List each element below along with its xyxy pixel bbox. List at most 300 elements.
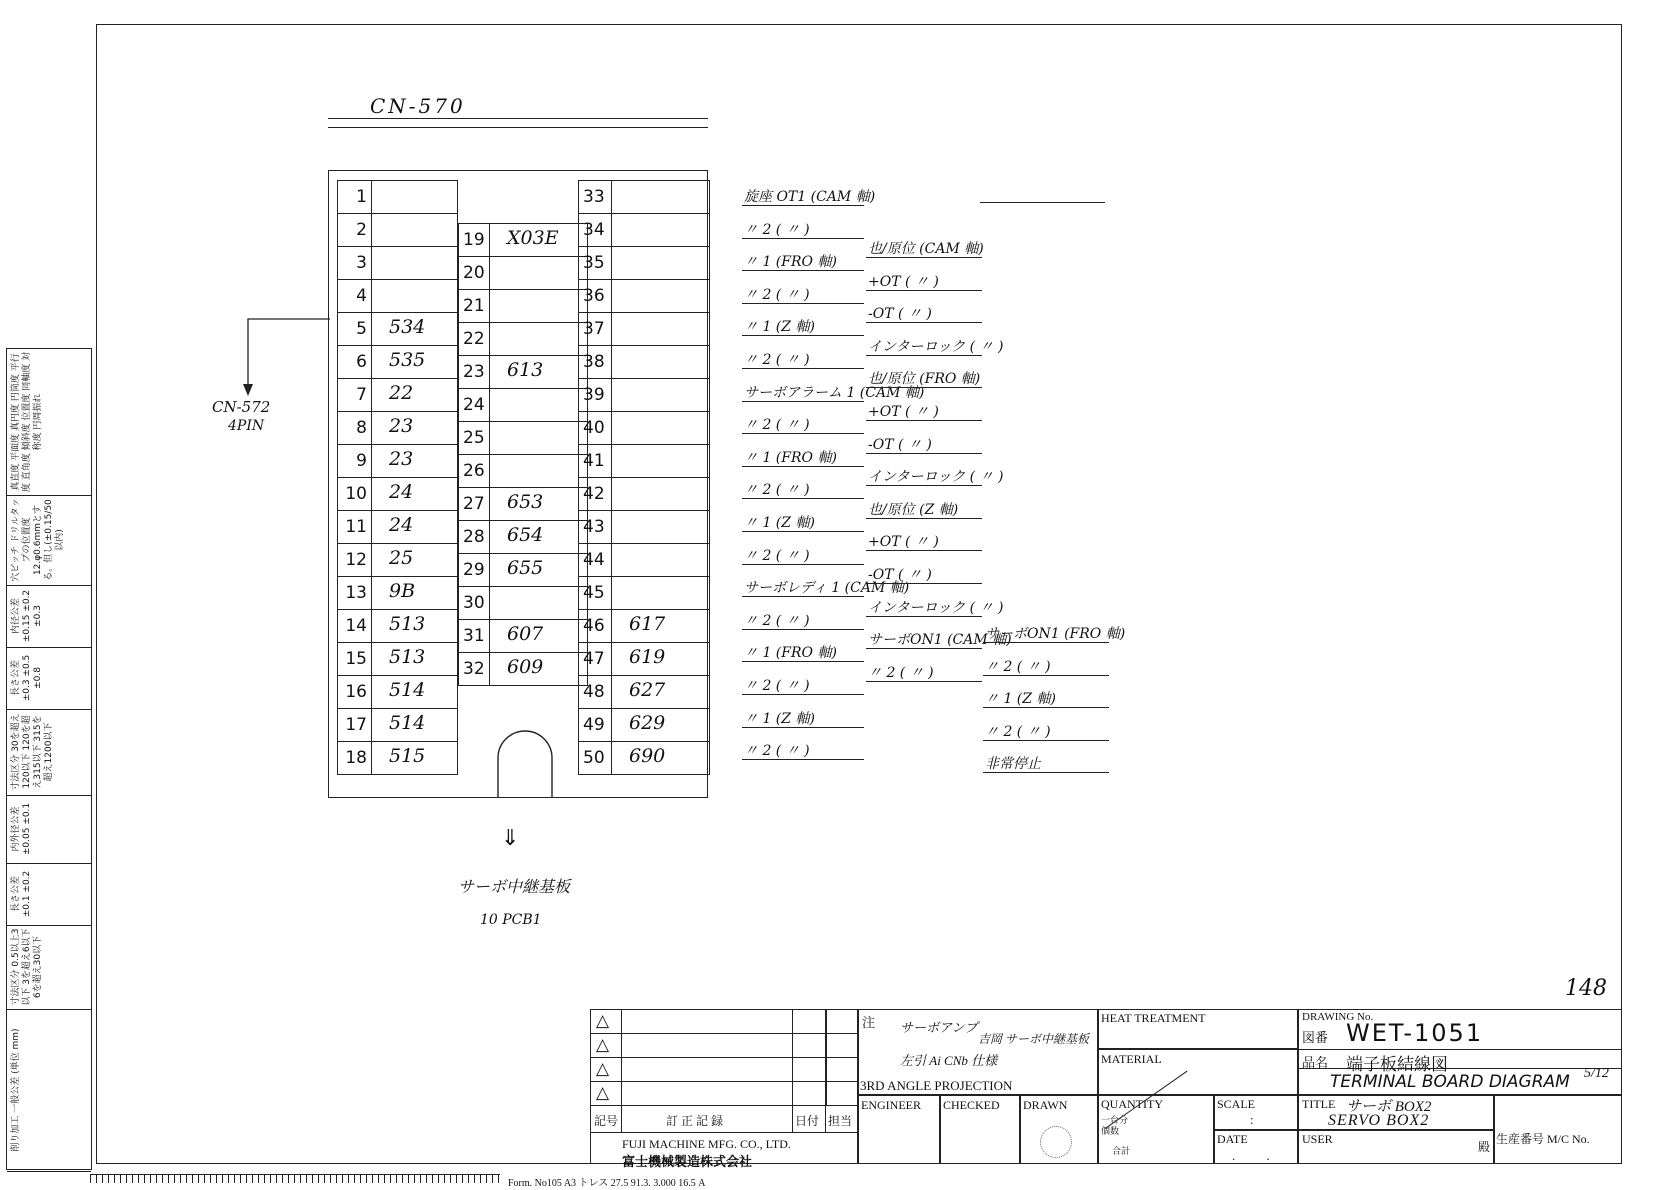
- pin-divider: [611, 214, 612, 246]
- pin-wire-number: X03E: [507, 226, 559, 249]
- connector-pin: [458, 355, 588, 389]
- rev-person-label: 担当: [828, 1114, 853, 1128]
- pin-number: 43: [583, 517, 605, 537]
- pin-number: 25: [463, 427, 485, 448]
- connector-pin: [458, 553, 588, 587]
- pin-number: 39: [583, 385, 605, 405]
- mc-number-label: 生産番号 M/C No.: [1496, 1132, 1590, 1146]
- pin-divider: [611, 181, 612, 213]
- connector-pin: [458, 256, 588, 290]
- connector-pin: [458, 652, 588, 686]
- connector-pin: [337, 180, 458, 214]
- connector-pin: [458, 487, 588, 521]
- signal-label: 〃 2 ( 〃 ): [985, 723, 1051, 740]
- pin-number: 17: [345, 715, 367, 735]
- signal-label: 〃 2 ( 〃 ): [744, 612, 810, 629]
- projection-label: 3RD ANGLE PROJECTION: [860, 1078, 1013, 1093]
- pin-number: 36: [583, 286, 605, 306]
- connector-pin: [578, 246, 710, 280]
- connector-pin: [578, 708, 710, 742]
- sheet-number: 5/12: [1584, 1066, 1609, 1081]
- pin-number: 41: [583, 451, 605, 471]
- pin-wire-number: 607: [507, 622, 544, 645]
- user-suffix: 殿: [1478, 1140, 1491, 1154]
- signal-label: 〃 1 (Z 軸): [744, 710, 815, 727]
- tolerance-text: 寸法区分 30を超え120以下 120を超え315以下 315を超え1200以下: [11, 713, 54, 791]
- pin-divider: [611, 577, 612, 609]
- tolerance-row: [7, 647, 91, 710]
- signal-label: 〃 1 (Z 軸): [744, 515, 815, 531]
- drawn-label: DRAWN: [1023, 1098, 1068, 1112]
- note-label: 注: [862, 1015, 876, 1030]
- connector-pin: [578, 345, 710, 379]
- pin-number: 22: [463, 328, 485, 349]
- revision-person-cell: [826, 1033, 858, 1058]
- signal-line: [866, 290, 982, 291]
- pin-number: 37: [583, 319, 605, 339]
- connector-pin: [337, 708, 458, 742]
- signal-label: 〃 2 ( 〃 ): [744, 221, 810, 238]
- pin-divider: [371, 610, 372, 642]
- connector-pin: [578, 642, 710, 676]
- signal-label: +OT ( 〃 ): [868, 534, 939, 551]
- pin-divider: [489, 389, 490, 421]
- signal-label: 也/原位 (CAM 軸): [868, 241, 984, 257]
- tolerance-strip: [6, 348, 92, 1170]
- signal-label: 〃 2 ( 〃 ): [744, 352, 810, 368]
- revision-triangle-icon: △: [596, 1083, 610, 1102]
- pin-number: 23: [463, 361, 485, 382]
- pin-wire-number: 690: [629, 745, 666, 767]
- material-label: MATERIAL: [1101, 1052, 1162, 1066]
- revision-date-cell: [792, 1033, 826, 1058]
- connector-pin: [578, 477, 710, 511]
- signal-label: サーボON1 (FRO 軸): [985, 626, 1126, 642]
- connector-pin: [458, 421, 588, 455]
- pin-divider: [611, 379, 612, 411]
- pin-number: 50: [583, 748, 605, 768]
- tolerance-row: [7, 863, 91, 926]
- pin-wire-number: 655: [507, 556, 544, 579]
- signal-label: -OT ( 〃 ): [868, 306, 932, 323]
- drawn-stamp: [1040, 1126, 1072, 1158]
- connector-pin: [458, 586, 588, 620]
- blank-line: [980, 202, 1105, 203]
- tolerance-row: [7, 585, 91, 648]
- pin-number: 2: [356, 220, 367, 240]
- pin-divider: [611, 478, 612, 510]
- pin-divider: [489, 521, 490, 553]
- title-label: TITLE: [1302, 1097, 1336, 1111]
- tolerance-row: [7, 795, 91, 864]
- pin-divider: [611, 445, 612, 477]
- rev-date-label: 日付: [795, 1114, 820, 1128]
- signal-label: インターロック ( 〃 ): [868, 469, 1004, 486]
- tolerance-text: 長さ公差 ±0.3 ±0.5 ±0.8: [11, 654, 43, 702]
- connector-pin: [337, 510, 458, 544]
- tolerance-row: [7, 709, 91, 796]
- signal-line: [742, 759, 864, 760]
- pin-wire-number: 627: [629, 679, 666, 701]
- title-underline-1: [328, 118, 708, 119]
- signal-label: 旋座 OT1 (CAM 軸): [744, 189, 876, 205]
- pin-divider: [371, 643, 372, 675]
- signal-line: [866, 387, 982, 388]
- pin-divider: [489, 224, 490, 256]
- signal-label: 〃 2 ( 〃 ): [744, 286, 810, 303]
- pin-number: 5: [356, 319, 367, 339]
- pin-wire-number: 653: [507, 490, 544, 513]
- signal-label: 也/原位 (FRO 軸): [868, 371, 981, 388]
- signal-label: 非常停止: [985, 756, 1041, 773]
- pin-divider: [371, 511, 372, 543]
- pin-divider: [489, 257, 490, 289]
- signal-line: [866, 518, 982, 519]
- pin-number: 20: [463, 262, 485, 283]
- pin-number: 3: [356, 253, 367, 273]
- title-underline-2: [328, 127, 708, 128]
- pin-wire-number: 535: [389, 349, 426, 371]
- pin-number: 13: [345, 583, 367, 603]
- signal-line: [866, 681, 982, 682]
- signal-line: [866, 550, 982, 551]
- signal-label: サーボアラーム 1 (CAM 軸): [744, 384, 925, 401]
- pin-divider: [611, 412, 612, 444]
- signal-line: [866, 485, 982, 486]
- connector-pin: [578, 411, 710, 445]
- pin-divider: [371, 412, 372, 444]
- pin-divider: [489, 356, 490, 388]
- signal-label: -OT ( 〃 ): [868, 567, 932, 583]
- connector-pin: [578, 378, 710, 412]
- cn572-label: CN-572: [212, 398, 271, 416]
- drawing-number: WET-1051: [1346, 1019, 1484, 1047]
- pin-divider: [371, 445, 372, 477]
- connector-pin: [337, 345, 458, 379]
- signal-label: サーボON1 (CAM 軸): [868, 632, 1012, 649]
- pin-wire-number: 534: [389, 316, 426, 338]
- tolerance-text: 長さ公差 ±0.1 ±0.2: [11, 870, 32, 918]
- signal-line: [866, 616, 982, 617]
- connector-pin: [337, 642, 458, 676]
- pin-number: 6: [356, 352, 367, 372]
- signal-line: [742, 564, 864, 565]
- pin-divider: [371, 676, 372, 708]
- signal-label: 〃 1 (Z 軸): [744, 319, 815, 336]
- connector-pin: [578, 180, 710, 214]
- pin-wire-number: 613: [507, 358, 544, 381]
- connector-pin: [578, 213, 710, 247]
- pin-number: 28: [463, 526, 485, 547]
- title-line-1: サーボ BOX2: [1346, 1099, 1432, 1115]
- pin-divider: [611, 676, 612, 708]
- part-name-jp: 端子板結線図: [1346, 1055, 1448, 1074]
- connector-pin: [578, 312, 710, 346]
- pin-number: 49: [583, 715, 605, 735]
- part-name-label: 品名: [1302, 1055, 1329, 1070]
- company-name-jp: 富士機械製造株式会社: [622, 1154, 753, 1169]
- pin-divider: [371, 742, 372, 774]
- signal-label: 〃 1 (FRO 軸): [744, 449, 837, 466]
- bottom-ruler: [90, 1174, 500, 1183]
- pin-divider: [371, 544, 372, 576]
- signal-line: [983, 740, 1109, 741]
- rev-record-label: 訂 正 記 録: [666, 1114, 724, 1128]
- signal-label: +OT ( 〃 ): [868, 273, 939, 290]
- pin-number: 15: [345, 649, 367, 669]
- revision-triangle-icon: △: [596, 1059, 610, 1078]
- connector-pin: [337, 213, 458, 247]
- pin-divider: [611, 742, 612, 774]
- relay-board-label: サーボ中継基板: [458, 877, 571, 896]
- pin-number: 48: [583, 682, 605, 702]
- pin-number: 10: [345, 484, 367, 504]
- signal-label: 〃 2 ( 〃 ): [744, 417, 810, 434]
- connector-label: CN-570: [370, 94, 466, 118]
- quantity-per-unit: 一台分: [1101, 1115, 1129, 1125]
- connector-pin: [578, 543, 710, 577]
- connector-pin: [337, 246, 458, 280]
- signal-line: [866, 583, 982, 584]
- pin-divider: [611, 544, 612, 576]
- connector-pin: [337, 444, 458, 478]
- connector-pin: [337, 675, 458, 709]
- connector-pin: [458, 454, 588, 488]
- quantity-label: QUANTITY: [1101, 1097, 1163, 1111]
- pin-divider: [371, 478, 372, 510]
- signal-line: [983, 707, 1109, 708]
- signal-label: +OT ( 〃 ): [868, 404, 939, 420]
- pin-wire-number: 23: [389, 448, 414, 470]
- note-line-2: 吉岡 サーボ中継基板: [978, 1032, 1090, 1046]
- signal-line: [742, 238, 864, 239]
- revision-person-cell: [826, 1057, 858, 1082]
- pin-wire-number: 629: [629, 712, 666, 734]
- signal-line: [742, 433, 864, 434]
- pin-divider: [371, 247, 372, 279]
- signal-line: [866, 420, 982, 421]
- pin-divider: [611, 709, 612, 741]
- pin-number: 40: [583, 418, 605, 438]
- cn572-pointer: [240, 318, 332, 398]
- pin-number: 26: [463, 460, 485, 481]
- connector-pin: [337, 576, 458, 610]
- signal-line: [742, 661, 864, 662]
- quantity-count: 個数: [1101, 1126, 1120, 1136]
- connector-pin: [578, 576, 710, 610]
- connector-pin: [458, 322, 588, 356]
- connector-key-notch: [490, 726, 560, 800]
- pin-divider: [489, 587, 490, 619]
- signal-line: [866, 322, 982, 323]
- tolerance-row: [7, 925, 91, 1010]
- pin-number: 24: [463, 394, 485, 415]
- signal-label: 〃 1 (FRO 軸): [744, 645, 837, 662]
- signal-label: 〃 2 ( 〃 ): [744, 743, 810, 760]
- pin-number: 19: [463, 229, 485, 250]
- pin-wire-number: 25: [389, 547, 414, 569]
- connector-pin: [337, 312, 458, 346]
- pin-number: 14: [345, 616, 367, 636]
- pin-divider: [371, 709, 372, 741]
- signal-label: 〃 2 ( 〃 ): [744, 678, 810, 694]
- pin-number: 18: [345, 748, 367, 768]
- pin-divider: [371, 379, 372, 411]
- pin-number: 7: [356, 385, 367, 405]
- signal-label: インターロック ( 〃 ): [868, 338, 1004, 355]
- pin-divider: [489, 290, 490, 322]
- pin-number: 31: [463, 625, 485, 646]
- signal-label: 〃 2 ( 〃 ): [868, 664, 934, 681]
- signal-label: 也/原位 (Z 軸): [868, 501, 959, 518]
- pin-divider: [371, 346, 372, 378]
- connector-pin: [578, 675, 710, 709]
- revision-date-cell: [792, 1009, 826, 1034]
- connector-pin: [578, 444, 710, 478]
- signal-line: [742, 270, 864, 271]
- pin-number: 16: [345, 682, 367, 702]
- tolerance-text: 寸法区分 0.5以上3以下 3を超え6以下 6を超え30以下: [11, 928, 43, 1006]
- connector-pin: [578, 279, 710, 313]
- connector-pin: [458, 520, 588, 554]
- pin-divider: [371, 577, 372, 609]
- pin-number: 35: [583, 253, 605, 273]
- tolerance-text: 穴ピッチ ドリルタップの位置度12.φ0.6mmとする。但し(±0.15/50以内): [11, 498, 65, 582]
- scale-value: :: [1250, 1112, 1254, 1127]
- pin-divider: [489, 455, 490, 487]
- revision-date-cell: [792, 1057, 826, 1082]
- signal-label: -OT ( 〃 ): [868, 436, 932, 453]
- drawing-number-jp: 図番: [1302, 1030, 1329, 1045]
- signal-line: [866, 257, 982, 258]
- pin-divider: [611, 247, 612, 279]
- quantity-total: 合計: [1112, 1146, 1131, 1156]
- connector-pin: [458, 223, 588, 257]
- connector-pin: [337, 477, 458, 511]
- connector-pin: [337, 378, 458, 412]
- signal-label: サーボレディ 1 (CAM 軸): [744, 580, 910, 597]
- pin-divider: [489, 554, 490, 586]
- tolerance-text: 真直度 平面度 真円度 円筒度 平行度 直角度 傾斜度 位置度 同軸度 対称度 円周振れ: [11, 351, 43, 493]
- connector-pin: [578, 741, 710, 775]
- signal-line: [742, 466, 864, 467]
- pin-number: 44: [583, 550, 605, 570]
- signal-line: [742, 596, 864, 597]
- tolerance-text: 内径公差 ±0.15 ±0.2 ±0.3: [11, 589, 43, 643]
- pin-divider: [611, 610, 612, 642]
- pin-wire-number: 609: [507, 655, 544, 678]
- signal-line: [742, 694, 864, 695]
- pin-divider: [371, 214, 372, 246]
- date-value: . .: [1232, 1148, 1284, 1163]
- pin-wire-number: 513: [389, 646, 426, 668]
- signal-line: [742, 401, 864, 402]
- pin-number: 9: [356, 451, 367, 471]
- pin-number: 46: [583, 616, 605, 636]
- pin-number: 1: [356, 187, 367, 207]
- revision-date-cell: [792, 1081, 826, 1106]
- pin-wire-number: 23: [389, 415, 414, 437]
- engineer-label: ENGINEER: [861, 1098, 921, 1112]
- pin-number: 27: [463, 493, 485, 514]
- signal-label: インターロック ( 〃 ): [868, 599, 1004, 616]
- pin-number: 8: [356, 418, 367, 438]
- tolerance-text: 削り加工 一般公差 (単位 mm): [11, 1028, 21, 1152]
- signal-label: 〃 2 ( 〃 ): [744, 482, 810, 499]
- page-number: 148: [1565, 976, 1607, 1001]
- scale-label: SCALE: [1217, 1097, 1256, 1111]
- connector-pin: [337, 543, 458, 577]
- cn572-pins: 4PIN: [228, 418, 265, 434]
- pin-divider: [611, 313, 612, 345]
- rev-mark-label: 記号: [594, 1114, 619, 1128]
- pin-number: 45: [583, 583, 605, 603]
- pin-divider: [489, 422, 490, 454]
- signal-line: [742, 368, 864, 369]
- revision-triangle-icon: △: [596, 1035, 610, 1054]
- pin-divider: [611, 643, 612, 675]
- company-name-en: FUJI MACHINE MFG. CO., LTD.: [622, 1137, 791, 1151]
- connector-pin: [337, 411, 458, 445]
- pin-number: 21: [463, 295, 485, 316]
- heat-treatment-label: HEAT TREATMENT: [1101, 1011, 1206, 1025]
- signal-line: [742, 303, 864, 304]
- pin-wire-number: 515: [389, 745, 426, 767]
- pin-number: 34: [583, 220, 605, 240]
- pin-wire-number: 24: [389, 481, 414, 503]
- connector-pin: [578, 609, 710, 643]
- pin-wire-number: 9B: [389, 580, 416, 602]
- signal-line: [742, 335, 864, 336]
- pin-divider: [611, 346, 612, 378]
- signal-line: [866, 355, 982, 356]
- signal-line: [742, 205, 864, 206]
- pin-number: 47: [583, 649, 605, 669]
- connector-pin: [337, 741, 458, 775]
- signal-line: [742, 498, 864, 499]
- signal-label: 〃 1 (FRO 軸): [744, 254, 837, 271]
- signal-line: [742, 727, 864, 728]
- signal-line: [983, 675, 1109, 676]
- pin-divider: [489, 620, 490, 652]
- pin-wire-number: 619: [629, 646, 666, 668]
- pin-divider: [489, 653, 490, 685]
- connector-pin: [578, 510, 710, 544]
- pin-number: 38: [583, 352, 605, 372]
- pin-number: 4: [356, 286, 367, 306]
- user-label: USER: [1302, 1132, 1333, 1146]
- title-line-2: SERVO BOX2: [1328, 1112, 1430, 1129]
- pin-divider: [489, 323, 490, 355]
- connector-pin: [337, 609, 458, 643]
- connector-pin: [458, 388, 588, 422]
- pin-wire-number: 514: [389, 712, 426, 734]
- note-line-1: サーボアンプ: [900, 1020, 978, 1035]
- relay-board-pcb: 10 PCB1: [480, 912, 542, 928]
- connector-pin: [458, 289, 588, 323]
- pin-number: 42: [583, 484, 605, 504]
- pin-number: 12: [345, 550, 367, 570]
- signal-line: [866, 648, 982, 649]
- revision-triangle-icon: △: [596, 1011, 610, 1030]
- date-label: DATE: [1217, 1132, 1248, 1146]
- pin-number: 33: [583, 187, 605, 207]
- pin-wire-number: 22: [389, 382, 414, 404]
- pin-number: 11: [345, 517, 367, 537]
- pin-divider: [371, 280, 372, 312]
- form-number: Form. No105 A3 トレス 27.5 91.3. 3.000 16.5 A: [508, 1178, 706, 1189]
- pin-wire-number: 654: [507, 523, 544, 546]
